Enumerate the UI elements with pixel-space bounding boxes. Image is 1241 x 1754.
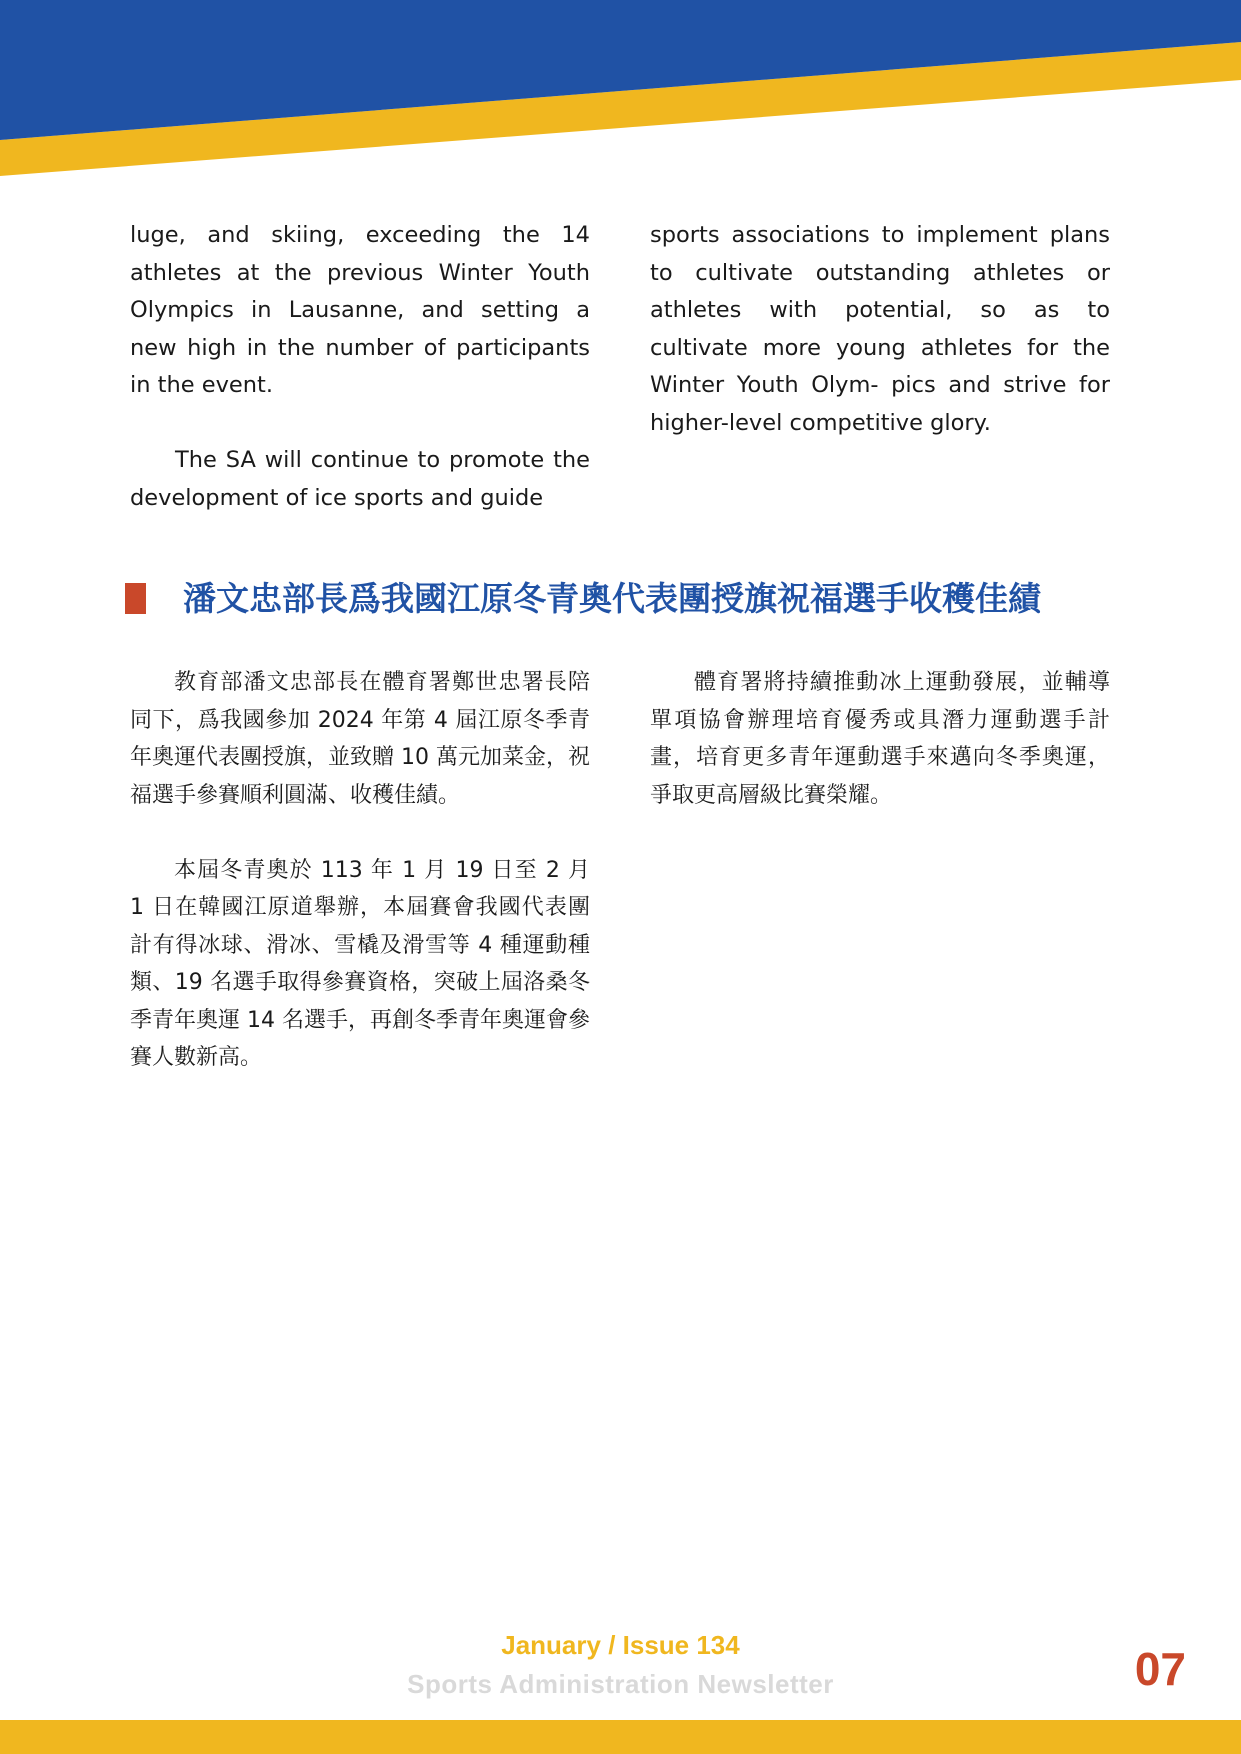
chinese-paragraph: 體育署將持續推動冰上運動發展，並輔導單項協會辦理培育優秀或具潛力運動選手計畫，培育更多青年運動選手來邁向冬季奧運，爭取更高層級比賽榮耀。 xyxy=(650,670,1110,808)
english-paragraph: The SA will continue to promote the development of ice sports and guide xyxy=(130,447,590,511)
english-column-right xyxy=(650,217,1110,442)
footer-bar xyxy=(0,1720,1241,1754)
chinese-paragraph: 本屆冬青奧於 113 年 1 月 19 日至 2 月 1 日在韓國江原道舉辦，本屆賽會我國代表團計有得冰球、滑冰、雪橇及滑雪等 4 種運動種類、19 名選手取得參賽資格，突破上屆洛桑冬季青年奧運 14 名選手，再創冬季青年奧運會參賽人數新高。 xyxy=(130,857,590,1070)
section-title: 潘文忠部長爲我國江原冬青奧代表團授旗祝福選手收穫佳績 xyxy=(183,579,1041,618)
section-marker xyxy=(125,583,146,614)
footer-newsletter-name: Sports Administration Newsletter xyxy=(407,1669,834,1699)
chinese-column-left xyxy=(130,664,590,1077)
header-band xyxy=(0,0,1241,180)
english-column-left xyxy=(130,217,590,517)
footer-issue: January / Issue 134 xyxy=(501,1630,740,1660)
english-paragraph: sports associations to implement plans to cultivate outstanding athletes or athletes with potential, so as to cultivate more young athletes for the Winter Youth Olym- pics and strive for higher-level competitive glory. xyxy=(650,222,1110,436)
chinese-paragraph: 教育部潘文忠部長在體育署鄭世忠署長陪同下，爲我國參加 2024 年第 4 屆江原冬季青年奧運代表團授旗，並致贈 10 萬元加菜金，祝福選手參賽順利圓滿、收穫佳績。 xyxy=(130,670,590,808)
section-heading xyxy=(125,575,1125,623)
english-paragraph: luge, and skiing, exceeding the 14 athletes at the previous Winter Youth Olympics in Lausanne, and setting a new high in the number of participants in the event. xyxy=(130,222,590,398)
chinese-column-right xyxy=(650,664,1110,814)
page-number: 07 xyxy=(1134,1643,1186,1695)
